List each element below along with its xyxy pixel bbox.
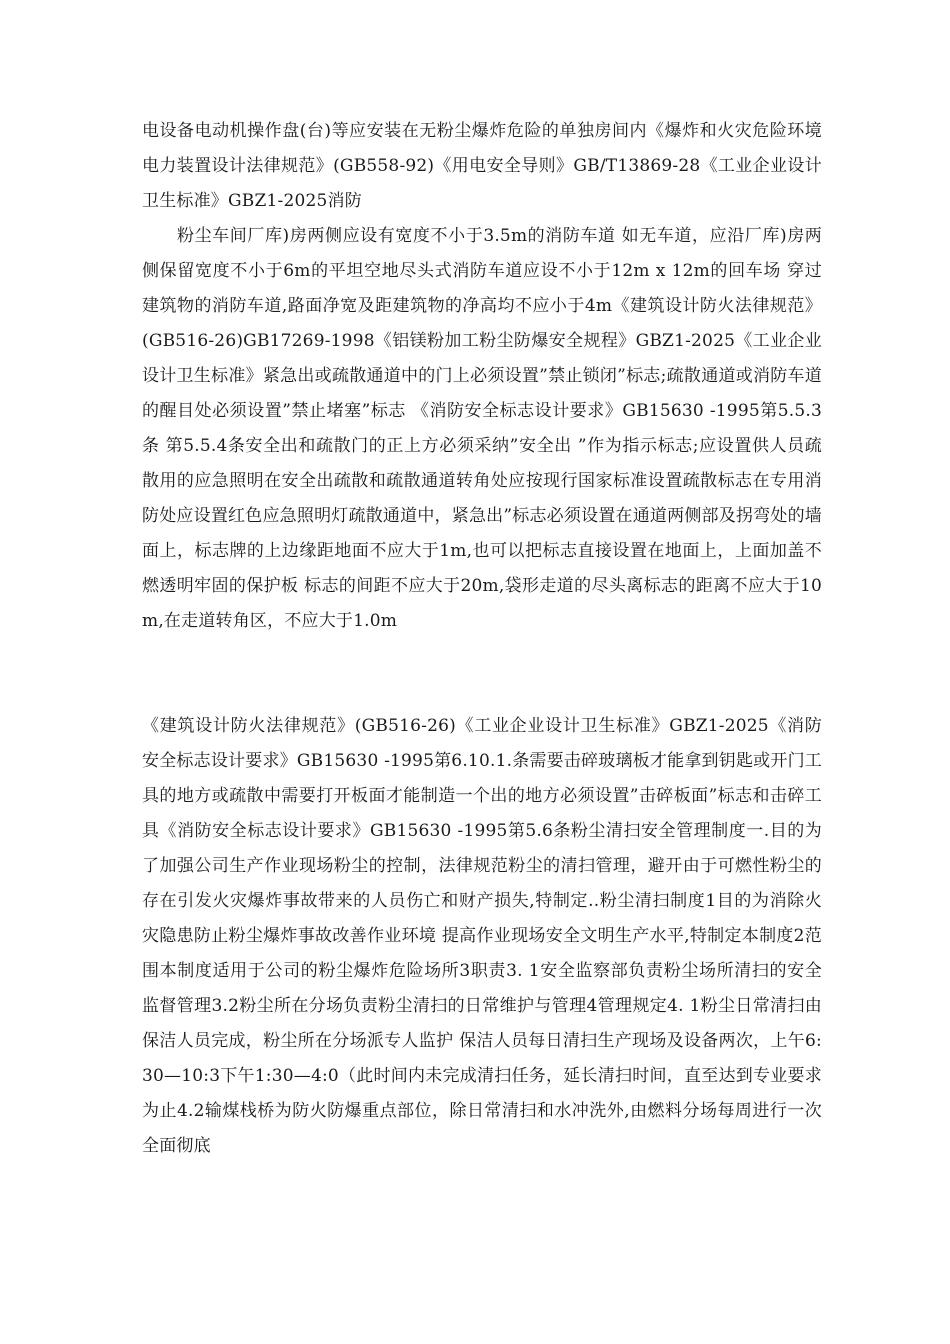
paragraph-2: 粉尘车间厂库)房两侧应设有宽度不小于3.5m的消防车道 如无车道，应沿厂库)房两侧保留宽度不小于6m的平坦空地尽头式消防车道应设不小于12m x 12m的回车场 穿过建筑物的消防车道,路面净宽及距建筑物的净高均不应小于4m《建筑设计防火法律规范》(GB516-26)GB17269-1998《铝镁粉加工粉尘防爆安全规程》GBZ1-2025《工业企业设计卫生标准》紧急出或疏散通道中的门上必须设置”禁止锁闭”标志;疏散通道或消防车道的醒目处必须设置”禁止堵塞”标志 《消防安全标志设计要求》GB15630 -1995第5.5.3条 第5.5.4条安全出和疏散门的正上方必须采纳”安全出 ”作为指示标志;应设置供人员疏散用的应急照明在安全出疏散和疏散通道转角处应按现行国家标准设置疏散标志在专用消防处应设置红色应急照明灯疏散通道中，紧急出”标志必须设置在通道两侧部及拐弯处的墙面上，标志牌的上边缘距地面不应大于1m,也可以把标志直接设置在地面上，上面加盖不燃透明牢固的保护板 标志的间距不应大于20m,袋形走道的尽头离标志的距离不应大于10m,在走道转角区，不应大于1.0m: [142, 226, 822, 631]
paragraph-3: 《建筑设计防火法律规范》(GB516-26)《工业企业设计卫生标准》GBZ1-2025《消防安全标志设计要求》GB15630 -1995第6.10.1.条需要击碎玻璃板才能拿到钥匙或开门工具的地方或疏散中需要打开板面才能制造一个出的地方必须设置”击碎板面”标志和击碎工具《消防安全标志设计要求》GB15630 -1995第5.6条粉尘清扫安全管理制度一.目的为了加强公司生产作业现场粉尘的控制，法律规范粉尘的清扫管理，避开由于可燃性粉尘的存在引发火灾爆炸事故带来的人员伤亡和财产损失,特制定..粉尘清扫制度1目的为消除火灾隐患防止粉尘爆炸事故改善作业环境 提高作业现场安全文明生产水平,特制定本制度2范围本制度适用于公司的粉尘爆炸危险场所3职责3. 1安全监察部负责粉尘场所清扫的安全监督管理3.2粉尘所在分场负责粉尘清扫的日常维护与管理4管理规定4. 1粉尘日常清扫由保洁人员完成，粉尘所在分场派专人监护 保洁人员每日清扫生产现场及设备两次，上午6:30—10:3下午1:30—4:0（此时间内未完成清扫任务，延长清扫时间，直至达到专业要求为止4.2输煤栈桥为防火防爆重点部位，除日常清扫和水冲洗外,由燃料分场每周进行一次全面彻底: [142, 716, 822, 1156]
paragraph-1: 电设备电动机操作盘(台)等应安装在无粉尘爆炸危险的单独房间内《爆炸和火灾危险环境电力装置设计法律规范》(GB558-92)《用电安全导则》GB/T13869-28《工业企业设计卫生标准》GBZ1-2025消防: [142, 121, 822, 211]
